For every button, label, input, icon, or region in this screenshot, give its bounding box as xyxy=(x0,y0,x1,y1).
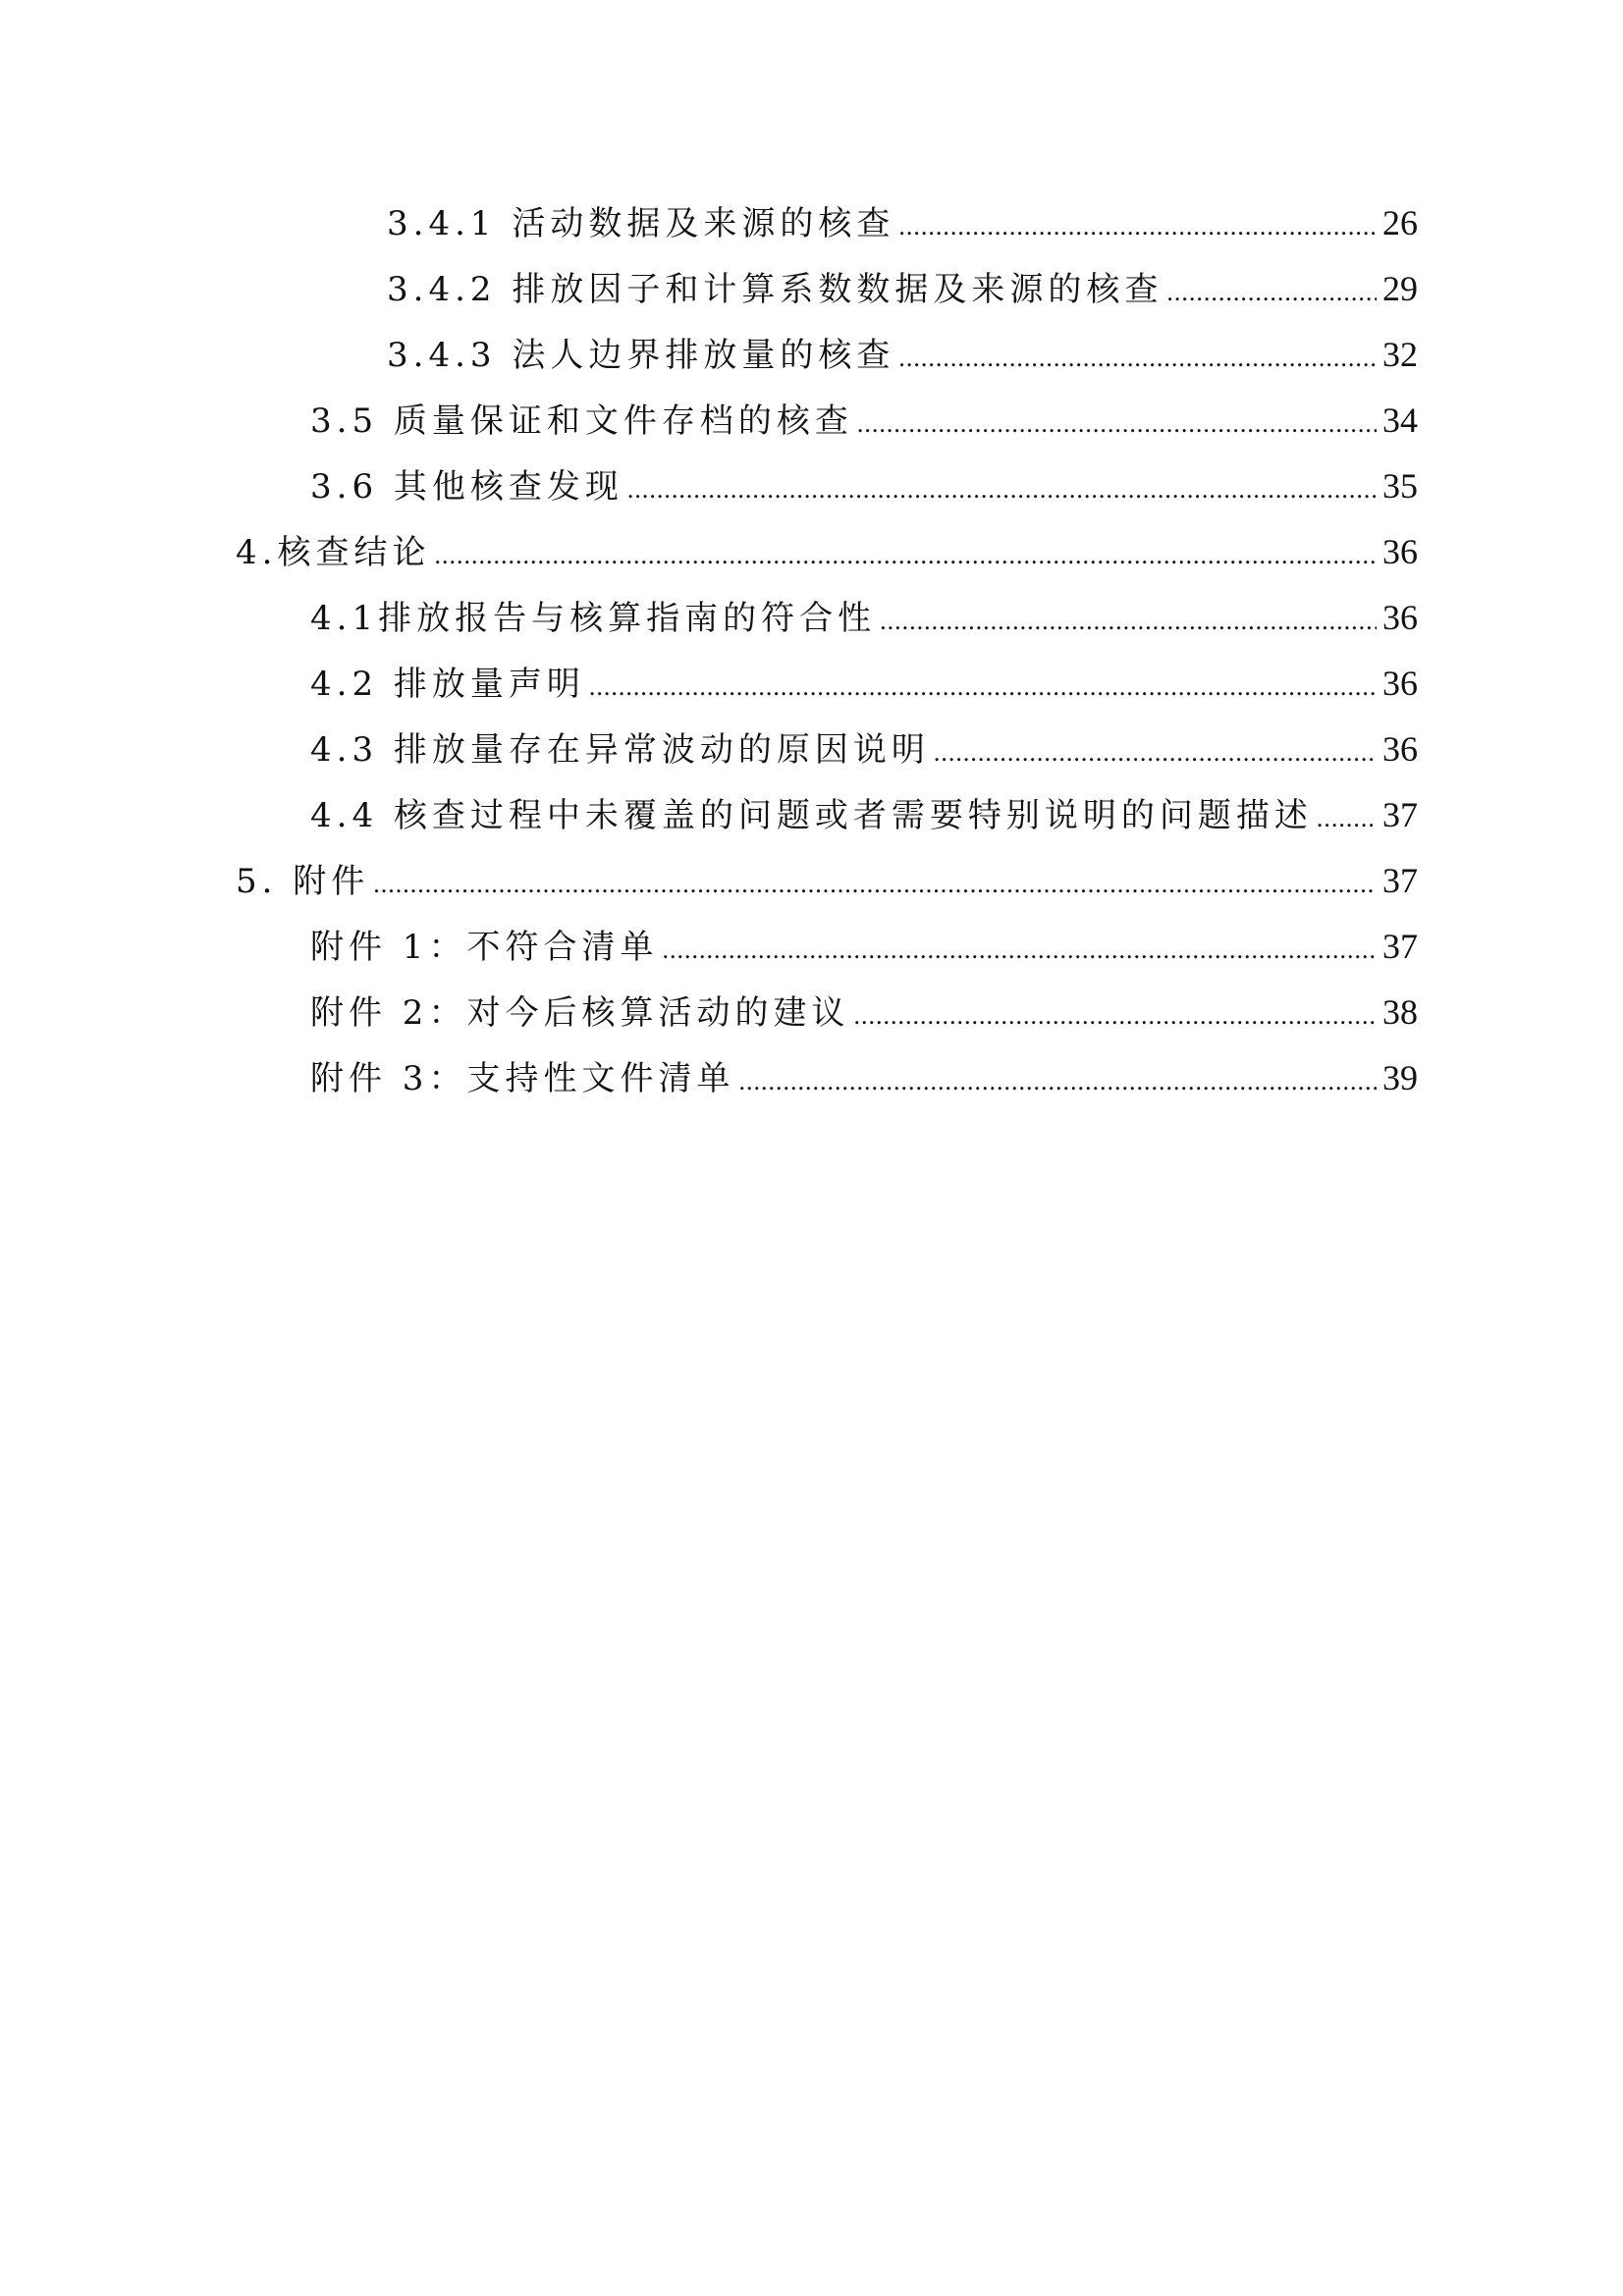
toc-entry-page: 38 xyxy=(1382,992,1418,1032)
dot-leader xyxy=(1166,257,1377,325)
toc-entry-3-5[interactable] xyxy=(0,388,1418,454)
toc-entry-appendix-2[interactable] xyxy=(0,980,1418,1045)
toc-entry-title: 3.6 其他核查发现 xyxy=(310,467,623,507)
toc-entry-4-1[interactable] xyxy=(0,585,1418,651)
toc-entry-page: 36 xyxy=(1382,598,1418,637)
toc-entry-4-3[interactable] xyxy=(0,717,1418,782)
toc-entry-4-2[interactable] xyxy=(0,651,1418,717)
toc-entry-page: 29 xyxy=(1382,269,1418,308)
toc-entry-3-6[interactable] xyxy=(0,454,1418,519)
toc-entry-page: 32 xyxy=(1382,335,1418,374)
toc-entry-title: 3.4.1 活动数据及来源的核查 xyxy=(387,204,895,243)
toc-entry-title: 附件 2：对今后核算活动的建议 xyxy=(310,993,850,1033)
dot-leader xyxy=(880,586,1377,654)
toc-entry-appendix-1[interactable] xyxy=(0,914,1418,980)
toc-entry-appendix-3[interactable] xyxy=(0,1045,1418,1111)
toc-entry-title: 4.4 核查过程中未覆盖的问题或者需要特别说明的问题描述 xyxy=(310,796,1313,835)
toc-entry-3-4-2[interactable] xyxy=(0,256,1418,322)
toc-entry-page: 35 xyxy=(1382,466,1418,506)
dot-leader xyxy=(373,849,1377,917)
toc-entry-title: 5. 附件 xyxy=(236,862,370,901)
toc-entry-5[interactable] xyxy=(0,848,1418,914)
toc-entry-page: 37 xyxy=(1382,927,1418,966)
dot-leader xyxy=(898,191,1377,259)
toc-entry-4-4[interactable] xyxy=(0,782,1418,848)
dot-leader xyxy=(934,718,1377,785)
toc-entry-4[interactable] xyxy=(0,519,1418,585)
toc-entry-title: 附件 1：不符合清单 xyxy=(310,928,659,967)
toc-entry-page: 37 xyxy=(1382,861,1418,900)
toc-entry-title: 4.2 排放量声明 xyxy=(310,665,585,704)
toc-entry-page: 36 xyxy=(1382,729,1418,769)
dot-leader xyxy=(434,520,1377,588)
dot-leader xyxy=(1317,783,1377,851)
toc-entry-title: 4.3 排放量存在异常波动的原因说明 xyxy=(310,730,930,770)
toc-entry-title: 3.4.3 法人边界排放量的核查 xyxy=(387,336,895,375)
dot-leader xyxy=(662,915,1377,983)
toc-entry-3-4-1[interactable] xyxy=(0,190,1418,256)
toc-entry-title: 4.1排放报告与核算指南的符合性 xyxy=(310,599,877,638)
toc-entry-title: 3.5 质量保证和文件存档的核查 xyxy=(310,401,853,441)
table-of-contents xyxy=(0,190,1623,1111)
toc-entry-page: 34 xyxy=(1382,400,1418,440)
toc-entry-page: 26 xyxy=(1382,203,1418,242)
dot-leader xyxy=(853,981,1377,1048)
toc-entry-page: 37 xyxy=(1382,795,1418,834)
dot-leader xyxy=(857,389,1377,456)
toc-entry-page: 39 xyxy=(1382,1058,1418,1097)
toc-entry-title: 3.4.2 排放因子和计算系数数据及来源的核查 xyxy=(387,270,1163,309)
dot-leader xyxy=(738,1046,1377,1114)
toc-entry-page: 36 xyxy=(1382,664,1418,703)
dot-leader xyxy=(589,652,1377,720)
toc-entry-title: 4.核查结论 xyxy=(236,533,431,572)
toc-entry-page: 36 xyxy=(1382,532,1418,571)
dot-leader xyxy=(898,323,1377,391)
toc-entry-3-4-3[interactable] xyxy=(0,322,1418,388)
dot-leader xyxy=(627,454,1377,522)
toc-entry-title: 附件 3：支持性文件清单 xyxy=(310,1059,735,1098)
